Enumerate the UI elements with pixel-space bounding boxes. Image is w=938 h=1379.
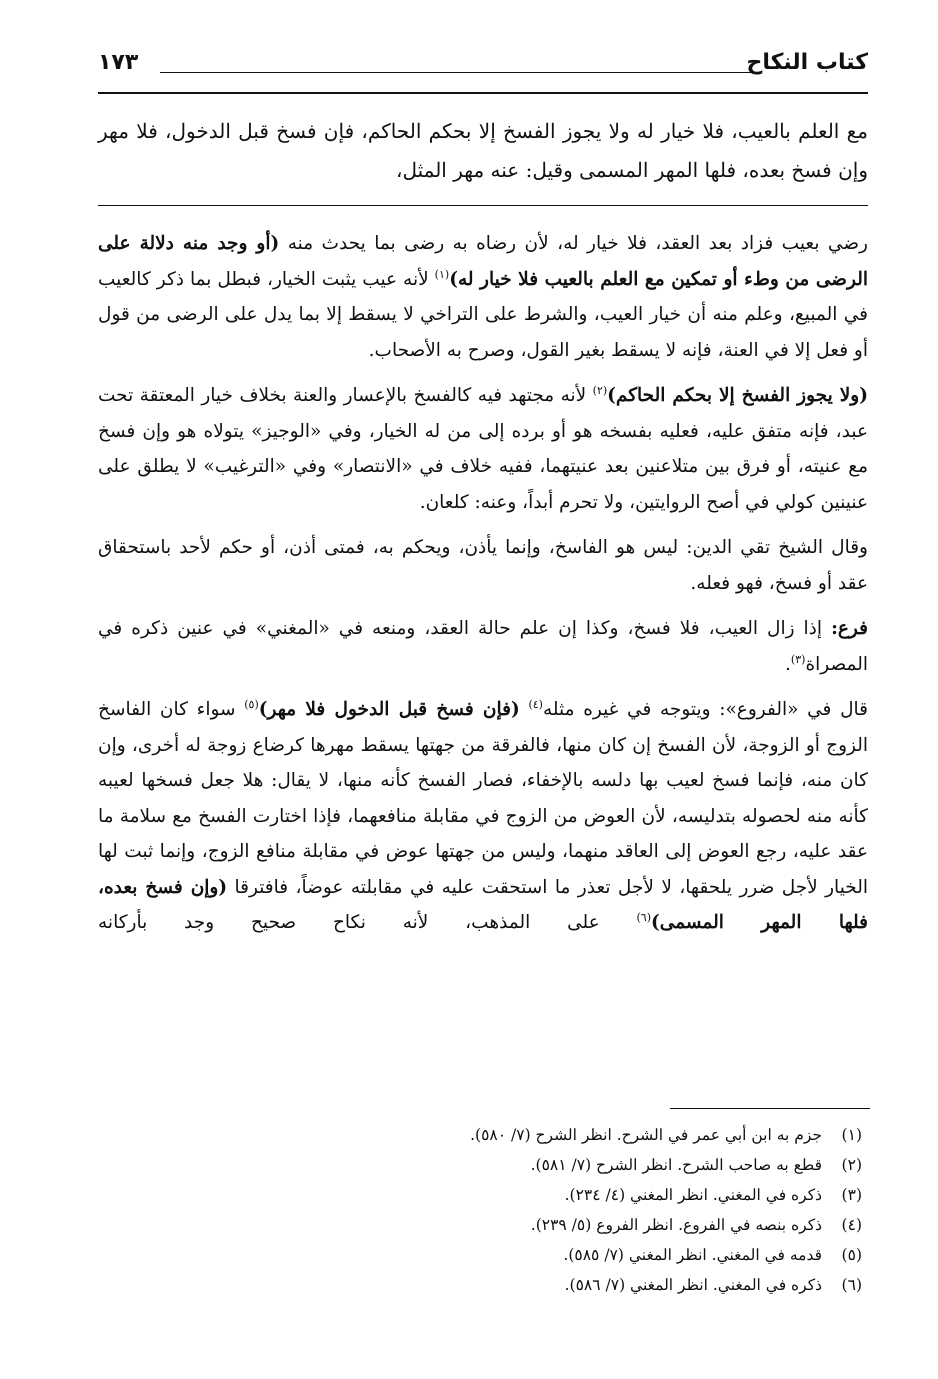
commentary (98, 226, 868, 951)
plain-text: إذا زال العيب، فلا فسخ، وكذا إن علم حالة العقد، ومنعه في «المغني» في عنين ذكره في المصراة (98, 618, 868, 675)
footnote (162, 1270, 862, 1300)
footnote-text: ذكره في المغني. انظر المغني (٤/ ٢٣٤). (564, 1186, 822, 1204)
quoted-matn: (وإن فسخ بعده، فلها المهر المسمى) (98, 876, 868, 933)
commentary-paragraph (98, 611, 868, 682)
quoted-matn: (فإن فسخ قبل الدخول فلا مهر) (258, 699, 520, 720)
footnote-ref[interactable]: (٦) (636, 910, 652, 924)
footnote-ref[interactable]: (٤) (528, 697, 543, 711)
plain-text: . (785, 653, 791, 675)
footnote (162, 1120, 862, 1150)
footnote (162, 1180, 862, 1210)
plain-text: سواء كان الفاسخ الزوج أو الزوجة، لأن الفسخ إن كان منها، فالفرقة من جهتها يسقط مهرها كرضاع زوجة له أخرى، وإن كان منه، فإنما فسخ لعيب بها دلسه بالإخفاء، فصار الفسخ كأنه منها، لا يقال: هلا جعل فسخها لعيبه كأنه منه لحصوله بتدليسه، لأن العوض من الزوج في مقابلة منافعهما، فإذا اختارت الفسخ مع سلامة ما عقد عليه، رجع العوض إلى العاقد منهما، وليس من جهتها عوض في مقابلة منافع الزوج، وإنما ثبت لها الخيار لأجل ضرر يلحقها، لا لأجل تعذر ما استحقت عليه في مقابلته عوضاً، فافترقا (98, 699, 868, 898)
header-line (160, 72, 756, 73)
footnotes (162, 1120, 862, 1300)
plain-text: لأنه مجتهد فيه كالفسخ بالإعسار والعنة بخلاف خيار المعتقة تحت عبد، فإنه متفق عليه، فعليه بفسخه هو أو برده إلى من له الخيار، وفي «الوجيز» يتولاه هو وإن فسخ مع عنيته، أو فرق بين متلاعنين بعد عنيتهما، ففيه خلاف في «الانتصار» وفي «الترغيب» لا يطلق على عنينين كولي في أصح الروايتين، ولا تحرم أبداً، وعنه: كلعان. (98, 385, 868, 513)
branch-label: فرع: (831, 618, 868, 639)
footnote-text: جزم به ابن أبي عمر في الشرح. انظر الشرح (٧/ ٥٨٠). (470, 1126, 822, 1144)
footnote-number: (٣) (841, 1186, 862, 1204)
plain-text: وقال الشيخ تقي الدين: ليس هو الفاسخ، وإنما يأذن، ويحكم به، فمتى أذن، أو حكم لأحد باستحقاق عقد أو فسخ، فهو فعله. (98, 537, 868, 594)
plain-text: قال في «الفروع»: ويتوجه في غيره مثله (542, 699, 869, 720)
footnote-ref[interactable]: (٢) (592, 383, 608, 397)
footnote-divider (670, 1108, 870, 1109)
footnote-ref[interactable]: (١) (434, 267, 450, 281)
footnote-text: ذكره بنصه في الفروع. انظر الفروع (٥/ ٢٣٩). (530, 1216, 822, 1234)
footnote-text: قدمه في المغني. انظر المغني (٧/ ٥٨٥). (563, 1246, 822, 1264)
commentary-paragraph (98, 530, 868, 601)
quoted-matn: (ولا يجوز الفسخ إلا بحكم الحاكم) (607, 385, 868, 406)
commentary-paragraph (98, 692, 868, 941)
footnote (162, 1210, 862, 1240)
footnote-number: (١) (841, 1126, 862, 1144)
footnote-text: ذكره في المغني. انظر المغني (٧/ ٥٨٦). (564, 1276, 822, 1294)
quoted-matn: (أو وجد منه دلالة على الرضى من وطء أو تمكين مع العلم بالعيب فلا خيار له) (98, 233, 868, 290)
footnote-number: (٦) (841, 1276, 862, 1294)
footnote-ref[interactable]: (٣) (790, 652, 806, 666)
matn-text: مع العلم بالعيب، فلا خيار له ولا يجوز الفسخ إلا بحكم الحاكم، فإن فسخ قبل الدخول، فلا مهر وإن فسخ بعده، فلها المهر المسمى وقيل: عنه مهر المثل، (98, 119, 868, 182)
footnote-number: (٢) (841, 1156, 862, 1174)
commentary-paragraph (98, 226, 868, 368)
running-header (98, 50, 868, 90)
plain-text: رضي بعيب فزاد بعد العقد، فلا خيار له، لأن رضاه به رضى بما يحدث منه (287, 233, 868, 254)
header-divider (98, 92, 868, 94)
footnote-ref[interactable]: (٥) (244, 697, 259, 711)
plain-text: لأنه عيب يثبت الخيار، فبطل بما ذكر كالعيب في المبيع، وعلم منه أن خيار العيب، والشرط على التراخي لا يسقط إلا بما يدل على الرضى من قول أو فعل إلا في العنة، فإنه لا يسقط بغير القول، وصرح به الأصحاب. (98, 268, 868, 361)
footnote-number: (٤) (841, 1216, 862, 1234)
chapter-title: كتاب النكاح (746, 50, 868, 75)
commentary-paragraph (98, 378, 868, 520)
footnote (162, 1240, 862, 1270)
footnote-number: (٥) (841, 1246, 862, 1264)
plain-text: على المذهب، لأنه نكاح صحيح وجد بأركانه (98, 912, 600, 933)
footnote (162, 1150, 862, 1180)
matn-divider (98, 205, 868, 206)
page-number: ١٧٣ (98, 50, 139, 75)
footnote-text: قطع به صاحب الشرح. انظر الشرح (٧/ ٥٨١). (530, 1156, 822, 1174)
